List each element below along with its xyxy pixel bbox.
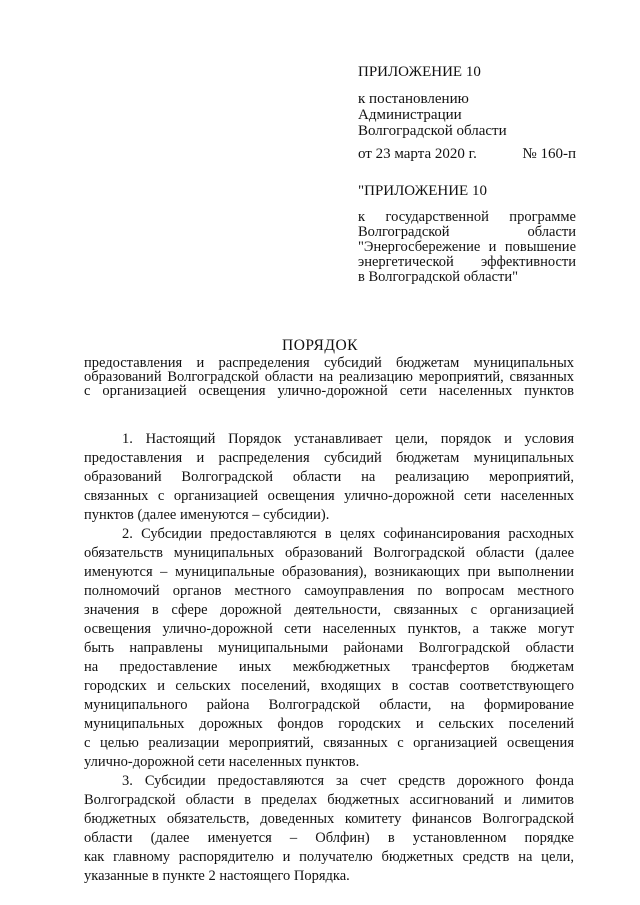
document-title: ПОРЯДОК xyxy=(282,337,358,354)
document-subtitle xyxy=(84,356,574,398)
paragraph-line: на предоставление иных межбюджетных трансфертов бюджетам xyxy=(84,659,574,675)
paragraph-3 xyxy=(84,772,574,886)
paragraph-line: предоставления и распределения субсидий бюджетам муниципальных xyxy=(84,450,574,466)
annex-1-line: Администрации xyxy=(358,107,462,123)
paragraph-line: улично-дорожной сети населенных пунктов. xyxy=(84,754,360,770)
annex-1-date: от 23 марта 2020 г. xyxy=(358,146,477,162)
paragraph-line: 2. Субсидии предоставляются в целях софинансирования расходных xyxy=(122,526,574,542)
annex-1-reference xyxy=(358,91,576,139)
paragraph-line: значения в сфере дорожной деятельности, связанных с организацией xyxy=(84,602,574,618)
annex-1-date-number xyxy=(358,146,576,162)
paragraph-line: указанные в пункте 2 настоящего Порядка. xyxy=(84,868,350,884)
annex-2-line: к государственной программе xyxy=(358,209,576,225)
annex-1-number: № 160-п xyxy=(522,146,576,162)
paragraph-line: образований Волгоградской области на реализацию мероприятий, xyxy=(84,469,574,485)
paragraph-line: муниципального района Волгоградской области, на формирование xyxy=(84,697,574,713)
document-body xyxy=(84,430,574,886)
annex-2-line: в Волгоградской области" xyxy=(358,269,519,285)
annex-2-title xyxy=(358,183,576,199)
paragraph-line: быть направлены муниципальными районами Волгоградской области xyxy=(84,640,574,656)
paragraph-line: связанных с организацией освещения улично-дорожной сети населенных xyxy=(84,488,574,504)
annex-2-reference xyxy=(358,210,576,285)
paragraph-line: городских и сельских поселений, входящих в состав соответствующего xyxy=(84,678,574,694)
paragraph-line: 3. Субсидии предоставляются за счет средств дорожного фонда xyxy=(122,773,574,789)
paragraph-line: полномочий органов местного самоуправления по вопросам местного xyxy=(84,583,574,599)
subtitle-line: образований Волгоградской области на реализацию мероприятий, связанных xyxy=(84,369,574,385)
paragraph-line: области (далее именуется – Облфин) в установленном порядке xyxy=(84,830,574,846)
paragraph-line: 1. Настоящий Порядок устанавливает цели, порядок и условия xyxy=(122,431,574,447)
paragraph-line: муниципальных дорожных фондов городских и сельских поселений xyxy=(84,716,574,732)
annex-2-line: Волгоградской области xyxy=(358,224,576,240)
paragraph-line: бюджетных обязательств, доведенных комитету финансов Волгоградской xyxy=(84,811,574,827)
annex-1-line: к постановлению xyxy=(358,91,469,107)
paragraph-line: пунктов (далее именуются – субсидии). xyxy=(84,507,330,523)
paragraph-line: Волгоградской области в пределах бюджетных ассигнований и лимитов xyxy=(84,792,574,808)
annex-1-title xyxy=(358,64,576,80)
annex-1-title-text: ПРИЛОЖЕНИЕ 10 xyxy=(358,64,481,80)
paragraph-line: именуются – муниципальные образования), возникающих при выполнении xyxy=(84,564,574,580)
annex-2-title-text: "ПРИЛОЖЕНИЕ 10 xyxy=(358,183,487,199)
annex-1-line: Волгоградской области xyxy=(358,123,507,139)
subtitle-line: предоставления и распределения субсидий бюджетам муниципальных xyxy=(84,355,574,371)
paragraph-line: освещения улично-дорожной сети населенных пунктов, а также могут xyxy=(84,621,574,637)
paragraph-line: обязательств муниципальных образований Волгоградской области (далее xyxy=(84,545,574,561)
paragraph-2 xyxy=(84,525,574,772)
annex-2-line: "Энергосбережение и повышение xyxy=(358,239,576,255)
paragraph-line: с целью реализации мероприятий, связанных с организацией освещения xyxy=(84,735,574,751)
subtitle-line: с организацией освещения улично-дорожной сети населенных пунктов xyxy=(84,383,574,399)
paragraph-line: как главному распорядителю и получателю бюджетных средств на цели, xyxy=(84,849,574,865)
paragraph-1 xyxy=(84,430,574,525)
annex-2-line: энергетической эффективности xyxy=(358,254,576,270)
